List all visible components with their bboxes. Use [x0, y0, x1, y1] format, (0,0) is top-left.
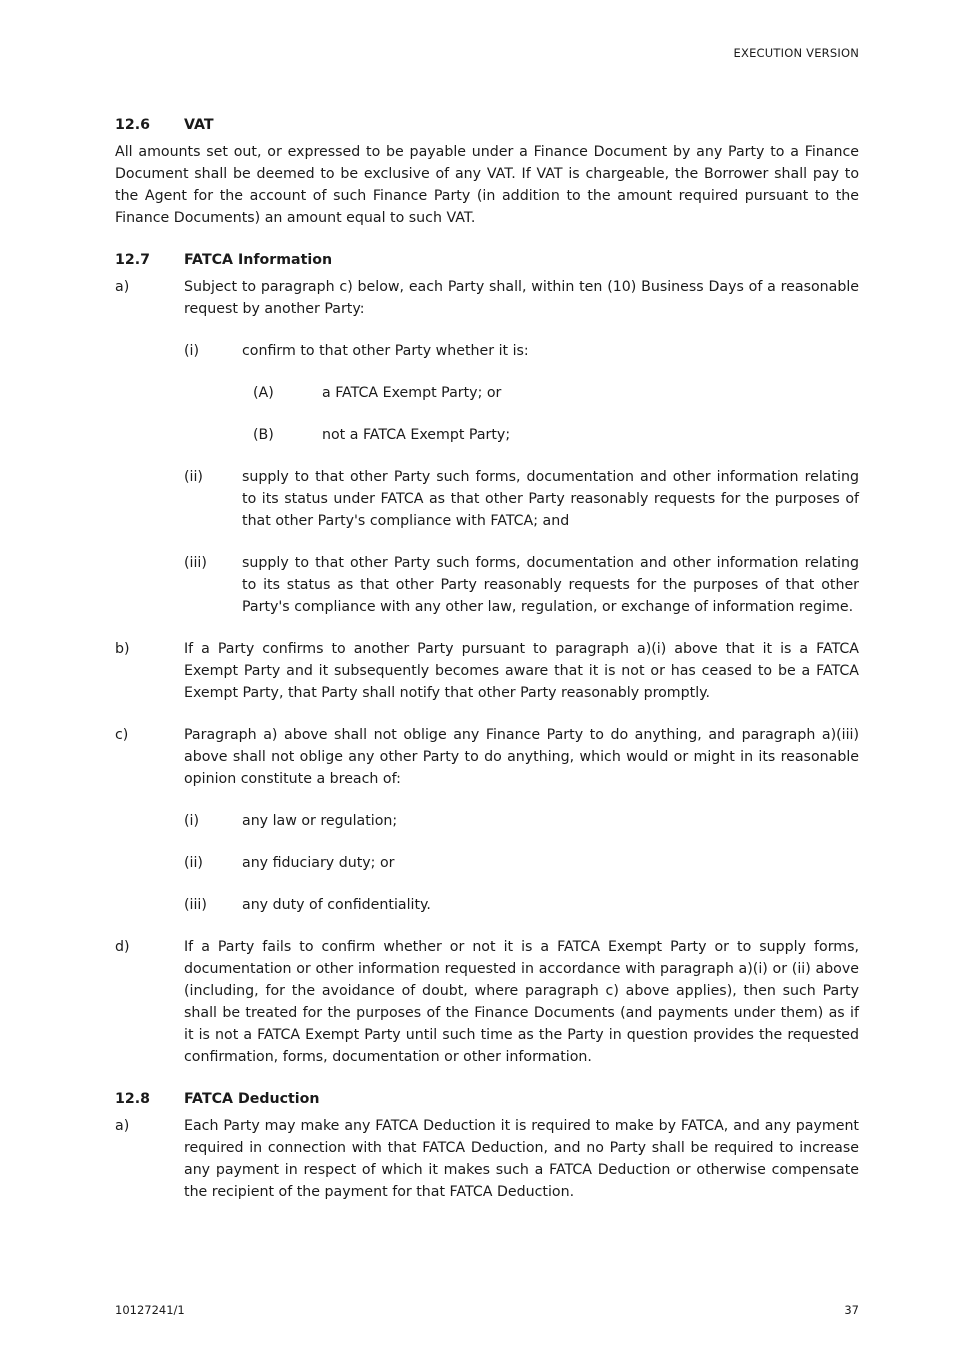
section-title: FATCA Information: [184, 252, 333, 268]
section-heading-fatca-deduction: [115, 1088, 859, 1110]
clause-text: If a Party fails to confirm whether or not it is a FATCA Exempt Party or to supply forms, documentation or other information requested in accordance with paragraph a)(i) or (ii) above (including, for the avoidance of doubt, where paragraph c) above applies), then such Party shall be treated for the purposes of the Finance Documents (and payments under them) as if it is not a FATCA Exempt Party until such time as the Party in question provides the requested confirmation, forms, documentation or other information.: [184, 939, 859, 1065]
subclause-c-ii: [184, 852, 859, 874]
subclause-a-ii: [184, 466, 859, 532]
clause-c: [115, 724, 859, 790]
section-heading-vat: [115, 114, 859, 136]
section-title: FATCA Deduction: [184, 1091, 320, 1107]
clause-label: c): [115, 727, 129, 743]
subclause-label: (iii): [184, 555, 207, 571]
subclause-text: supply to that other Party such forms, documentation and other information relating to its status as that other Party reasonably requests for the purposes of that other Party's compliance with any other law, regulation, or exchange of information regime.: [242, 555, 859, 615]
clause-label: a): [115, 1118, 130, 1134]
subclause-label: (iii): [184, 897, 207, 913]
deduction-clause-a: [115, 1115, 859, 1203]
footer-page-number: 37: [844, 1303, 859, 1317]
page-content: [115, 114, 859, 1203]
subclause-label: (i): [184, 813, 200, 829]
clause-text: If a Party confirms to another Party pursuant to paragraph a)(i) above that it is a FATCA Exempt Party and it subsequently becomes aware that it is not or has ceased to be a FATCA Exempt Party, that Party shall notify that other Party reasonably promptly.: [184, 641, 859, 701]
clause-text: Paragraph a) above shall not oblige any Finance Party to do anything, and paragraph a)(iii) above shall not oblige any other Party to do anything, which would or might in its reasonable opinion constitute a breach of:: [184, 727, 859, 787]
subclause-label: (i): [184, 343, 200, 359]
subclause-label: (ii): [184, 469, 203, 485]
clause-b: [115, 638, 859, 704]
item-text: a FATCA Exempt Party; or: [322, 385, 502, 401]
clause-text: Subject to paragraph c) below, each Party shall, within ten (10) Business Days of a reasonable request by another Party:: [184, 279, 859, 317]
subclause-text: any fiduciary duty; or: [242, 855, 395, 871]
clause-label: d): [115, 939, 130, 955]
subclause-text: any law or regulation;: [242, 813, 398, 829]
clause-a: [115, 276, 859, 320]
clause-d: [115, 936, 859, 1068]
item-label: (B): [253, 427, 274, 443]
clause-label: a): [115, 279, 130, 295]
footer-doc-id: 10127241/1: [115, 1303, 185, 1317]
vat-paragraph: All amounts set out, or expressed to be payable under a Finance Document by any Party to a Finance Document shall be deemed to be exclusive of any VAT. If VAT is chargeable, the Borrower shall pay to the Agent for the account of such Finance Party (in addition to the amount required pursuant to the Finance Documents) an amount equal to such VAT.: [115, 144, 859, 226]
clause-text: Each Party may make any FATCA Deduction it is required to make by FATCA, and any payment required in connection with that FATCA Deduction, and no Party shall be required to increase any payment in respect of which it makes such a FATCA Deduction or otherwise compensate the recipient of the payment for that FATCA Deduction.: [184, 1118, 859, 1200]
header-version: EXECUTION VERSION: [733, 46, 859, 60]
section-title: VAT: [184, 117, 214, 133]
subclause-text: confirm to that other Party whether it is:: [242, 343, 529, 359]
item-a-i-A: [253, 382, 859, 404]
section-heading-fatca-information: [115, 249, 859, 271]
item-text: not a FATCA Exempt Party;: [322, 427, 511, 443]
subclause-text: supply to that other Party such forms, documentation and other information relating to its status under FATCA as that other Party reasonably requests for the purposes of that other Party's compliance with FATCA; and: [242, 469, 859, 529]
item-a-i-B: [253, 424, 859, 446]
subclause-c-iii: [184, 894, 859, 916]
subclause-c-i: [184, 810, 859, 832]
item-label: (A): [253, 385, 274, 401]
section-number: 12.8: [115, 1091, 151, 1107]
clause-label: b): [115, 641, 130, 657]
section-number: 12.7: [115, 252, 151, 268]
subclause-text: any duty of confidentiality.: [242, 897, 431, 913]
subclause-a-i: [184, 340, 859, 362]
subclause-a-iii: [184, 552, 859, 618]
section-number: 12.6: [115, 117, 151, 133]
subclause-label: (ii): [184, 855, 203, 871]
